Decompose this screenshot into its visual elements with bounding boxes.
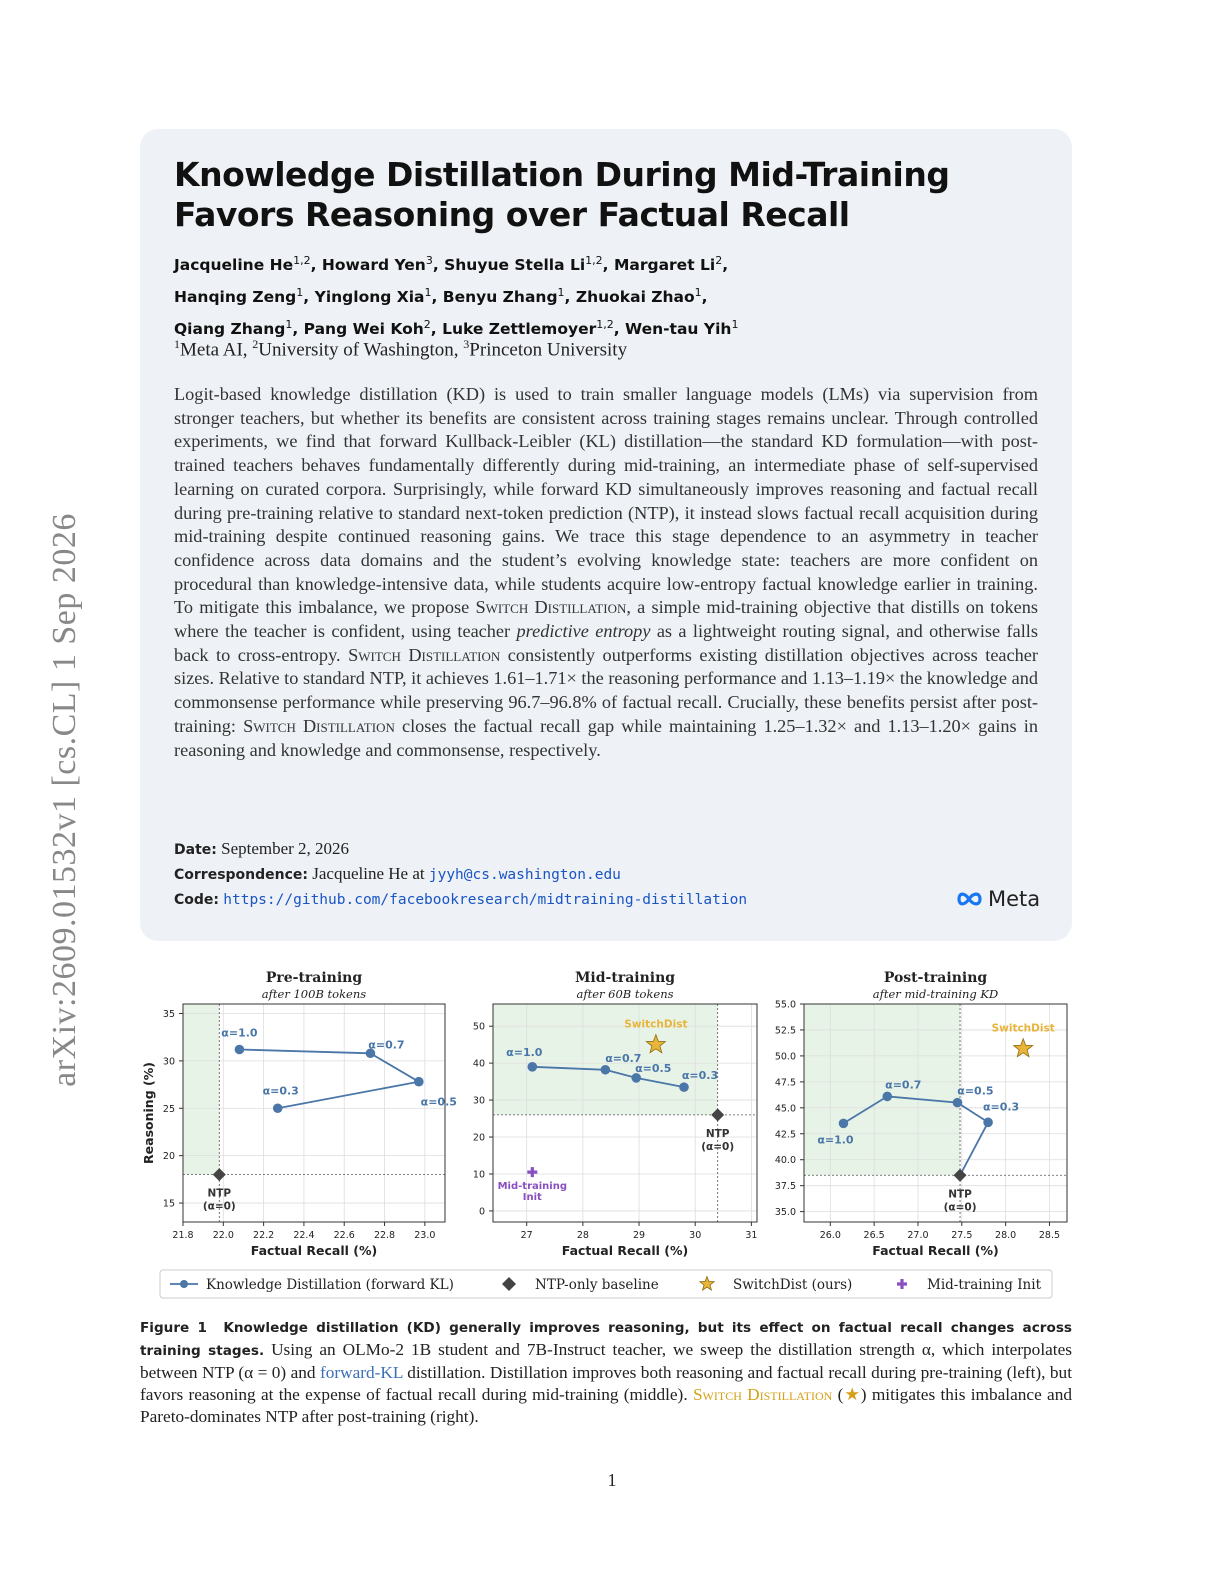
subplot-subtitle: after 100B tokens — [261, 987, 367, 1001]
subplot-title: Post-training — [883, 970, 988, 986]
author-name: Pang Wei Koh$^2$ — [303, 318, 431, 339]
author-name: Wen-tau Yih$^1$ — [625, 318, 739, 339]
subplot-title: Mid-training — [574, 970, 676, 986]
legend-ntp-label: NTP-only baseline — [535, 1277, 659, 1293]
author-name: Shuyue Stella Li$^{1,2}$ — [444, 254, 603, 275]
ntp-label: NTP — [705, 1127, 730, 1140]
subplot-subtitle: after mid-training KD — [872, 987, 999, 1001]
init-label: Init — [522, 1192, 542, 1204]
author-name: Benyu Zhang$^1$ — [442, 286, 565, 307]
kd-point-label: α=1.0 — [221, 1026, 258, 1040]
kd-point-label: α=0.3 — [982, 1100, 1020, 1114]
author-name: Yinglong Xia$^1$ — [314, 286, 432, 307]
author-name: Qiang Zhang$^1$ — [174, 318, 293, 339]
abstract: Logit-based knowledge distillation (KD) is used to train smaller language models (LMs) via supervision from stronger teachers, but whether its benefits are consistent across training stages remains unclear. Through controlled experiments, we find that forward Kullback-Leibler (KL) distillation—the standard KD formulation—with post-trained teachers behaves fundamentally differently during mid-training, an intermediate phase of self-supervised learning on curated corpora. Surprisingly, while forward KD simultaneously improves reasoning and factual recall during pre-training relative to standard next-token prediction (NTP), it instead slows factual recall acquisition during mid-training despite continued reasoning gains. We trace this stage dependence to an asymmetry in teacher confidence across data domains and the student’s evolving knowledge state: teachers are more confident on procedural than knowledge-intensive data, while students acquire low-entropy factual knowledge earlier in training. To mitigate this imbalance, we propose Switch Distillation, a simple mid-training objective that distills on tokens where the teacher is confident, using teacher predictive entropy as a lightweight routing signal, and otherwise falls back to cross-entropy. Switch Distillation consistently outperforms existing distillation objectives across teacher sizes. Relative to standard NTP, it achieves 1.61–1.71× the reasoning performance and 1.13–1.19× the knowledge and commonsense performance while preserving 96.7–96.8% of factual recall. Crucially, these benefits persist after post-training: Switch Distillation closes the factual recall gap while maintaining 1.25–1.32× and 1.13–1.20× gains in reasoning and knowledge and commonsense, respectively. — [174, 384, 1039, 760]
figure-caption: Figure 1 Knowledge distillation (KD) generally improves reasoning, but its effect on factual recall changes across training stages. Using an OLMo-2 1B student and 7B-Instruct teacher, we sweep the distillation strength α, which interpolates between NTP (α = 0) and forward-KL distillation. Distillation improves both reasoning and factual recall during pre-training (left), but favors reasoning at the expense of factual recall during mid-training (middle). Switch Distillation (★) mitigates this imbalance and Pareto-dominates NTP after post-training (right). — [140, 1320, 1073, 1426]
title-panel — [140, 129, 1072, 941]
kd-point-label: α=0.5 — [420, 1095, 457, 1109]
ntp-label: NTP — [948, 1188, 972, 1201]
x-axis-label: Factual Recall (%) — [250, 1243, 378, 1258]
legend-kd-marker — [180, 1280, 188, 1288]
kd-point — [528, 1062, 538, 1072]
kd-point-label: α=0.7 — [605, 1051, 642, 1065]
y-tick-label: 20 — [472, 1132, 485, 1144]
kd-point — [839, 1119, 849, 1129]
x-tick-label: 22.8 — [373, 1230, 396, 1241]
kd-point — [983, 1118, 993, 1128]
legend-init-label: Mid-training Init — [927, 1277, 1041, 1293]
method-name: Switch Distillation — [475, 597, 627, 618]
paper-title: Knowledge Distillation During Mid-Training Favors Reasoning over Factual Recall — [174, 155, 950, 234]
author-list: Jacqueline He$^{1,2}$, Howard Yen$^3$, Shuyue Stella Li$^{1,2}$, Margaret Li$^2$, Hanqing Zeng$^1$, Yinglong Xia$^1$, Benyu Zhang$^1$, Zhuokai Zhao$^1$, Qiang Zhang$^1$, Pang Wei Koh$^2$, Luke Zettlemoyer$^{1,2}$, Wen-tau Yih$^1$ — [174, 254, 739, 339]
y-tick-label: 20 — [162, 1151, 175, 1163]
x-tick-label: 31 — [745, 1230, 758, 1241]
ntp-sublabel: (α=0) — [202, 1200, 236, 1213]
x-tick-label: 30 — [689, 1230, 702, 1241]
code-line: Code: https://github.com/facebookresearch/midtraining-distillation — [174, 892, 748, 908]
caption-title: Figure 1 Knowledge distillation (KD) generally improves reasoning, but its effect on factual recall changes across training stages. — [140, 1320, 1073, 1359]
figure-1 — [140, 962, 1072, 1304]
kd-point-label: α=1.0 — [817, 1133, 854, 1147]
x-tick-label: 26.0 — [819, 1230, 841, 1241]
x-tick-label: 27.5 — [951, 1230, 973, 1241]
author-name: Jacqueline He$^{1,2}$ — [174, 254, 311, 275]
x-tick-label: 28.5 — [1038, 1230, 1061, 1241]
kd-point — [414, 1077, 424, 1087]
subplot-pre-training — [141, 970, 457, 1258]
subplot-subtitle: after 60B tokens — [576, 987, 674, 1001]
y-tick-label: 35 — [162, 1008, 175, 1020]
x-tick-label: 27 — [520, 1230, 533, 1241]
y-tick-label: 25 — [162, 1103, 175, 1115]
y-tick-label: 10 — [472, 1169, 485, 1181]
ntp-sublabel: (α=0) — [943, 1201, 977, 1214]
x-tick-label: 22.4 — [293, 1230, 315, 1241]
pareto-region — [183, 1004, 219, 1175]
correspondence-line: Correspondence: Jacqueline He at jyyh@cs.washington.edu — [174, 864, 621, 883]
kd-point — [953, 1098, 963, 1108]
kd-point-label: α=1.0 — [506, 1045, 543, 1059]
x-tick-label: 27.0 — [907, 1230, 929, 1241]
metadata-block — [174, 837, 747, 912]
arxiv-identifier: arXiv:2609.01532v1 [cs.CL] 1 Sep 2026 — [46, 513, 83, 1087]
kd-point-label: α=0.5 — [957, 1084, 994, 1098]
y-tick-label: 47.5 — [774, 1077, 796, 1089]
y-tick-label: 55.0 — [774, 999, 796, 1011]
ntp-sublabel: (α=0) — [701, 1140, 735, 1153]
page-number: 1 — [607, 1470, 617, 1490]
kd-point — [273, 1103, 283, 1113]
kd-point — [882, 1092, 892, 1102]
y-tick-label: 0 — [478, 1206, 485, 1218]
kd-point — [601, 1065, 611, 1075]
author-name: Margaret Li$^2$ — [613, 254, 723, 275]
x-tick-label: 22.0 — [212, 1230, 234, 1241]
y-tick-label: 40.0 — [774, 1155, 796, 1167]
kd-point — [679, 1082, 689, 1092]
x-tick-label: 26.5 — [863, 1230, 885, 1241]
y-tick-label: 42.5 — [774, 1129, 796, 1141]
y-tick-label: 52.5 — [774, 1025, 796, 1037]
y-tick-label: 35.0 — [774, 1207, 796, 1219]
y-tick-label: 45.0 — [774, 1103, 796, 1115]
author-name: Hanqing Zeng$^1$ — [174, 286, 304, 307]
subplot-mid-training — [473, 970, 758, 1258]
y-tick-label: 30 — [472, 1095, 485, 1107]
y-tick-label: 15 — [162, 1198, 175, 1210]
kd-point — [235, 1045, 245, 1055]
y-tick-label: 30 — [162, 1056, 175, 1068]
x-tick-label: 28.0 — [995, 1230, 1017, 1241]
kd-point-label: α=0.3 — [262, 1084, 299, 1098]
kd-point-label: α=0.7 — [368, 1038, 405, 1052]
x-tick-label: 22.2 — [253, 1230, 275, 1241]
method-name: Switch Distillation — [243, 715, 395, 736]
kd-point-label: α=0.3 — [681, 1069, 719, 1083]
author-name: Howard Yen$^3$ — [321, 254, 433, 275]
x-axis-label: Factual Recall (%) — [872, 1243, 999, 1258]
code-link[interactable]: https://github.com/facebookresearch/midtraining-distillation — [223, 892, 748, 908]
y-tick-label: 40 — [472, 1058, 485, 1070]
x-tick-label: 22.6 — [333, 1230, 355, 1241]
init-label: Mid-training — [497, 1181, 568, 1193]
subplot-title: Pre-training — [265, 970, 363, 986]
author-name: Zhuokai Zhao$^1$ — [575, 286, 702, 307]
y-axis-label: Reasoning (%) — [141, 1062, 156, 1164]
figure-legend — [160, 1270, 1052, 1298]
y-tick-label: 37.5 — [774, 1181, 796, 1193]
subplot-post-training — [775, 970, 1067, 1258]
legend-kd-label: Knowledge Distillation (forward KL) — [206, 1277, 454, 1293]
author-name: Luke Zettlemoyer$^{1,2}$ — [442, 318, 614, 339]
x-tick-label: 23.0 — [414, 1230, 436, 1241]
email-link[interactable]: jyyh@cs.washington.edu — [428, 867, 621, 883]
kd-point-label: α=0.7 — [885, 1078, 922, 1092]
x-tick-label: 21.8 — [172, 1230, 194, 1241]
method-name: Switch Distillation — [348, 644, 501, 665]
affiliations: $^1$Meta AI, $^2$University of Washington, $^3$Princeton University — [174, 337, 628, 361]
y-tick-label: 50 — [472, 1021, 485, 1033]
date-line: Date: September 2, 2026 — [174, 839, 350, 858]
switchdist-label: SwitchDist — [991, 1022, 1055, 1035]
x-axis-label: Factual Recall (%) — [561, 1243, 689, 1258]
y-tick-label: 50.0 — [774, 1051, 796, 1063]
meta-logo: Meta — [955, 887, 1040, 911]
meta-infinity-icon — [955, 890, 985, 908]
x-tick-label: 29 — [632, 1230, 646, 1241]
ntp-label: NTP — [207, 1187, 232, 1200]
x-tick-label: 28 — [576, 1230, 589, 1241]
arxiv-sidebar — [30, 460, 100, 1140]
switchdist-label: SwitchDist — [624, 1018, 688, 1031]
legend-switchdist-label: SwitchDist (ours) — [733, 1277, 853, 1293]
kd-point-label: α=0.5 — [635, 1061, 672, 1075]
